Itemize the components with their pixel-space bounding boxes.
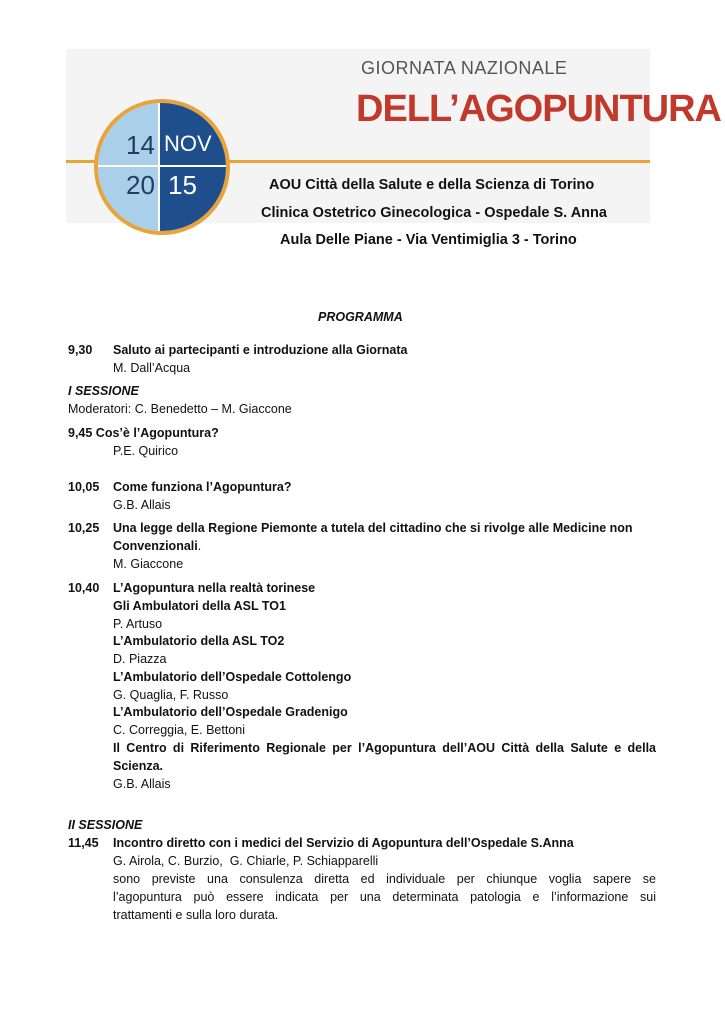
session-1-label: I SESSIONE	[68, 384, 139, 398]
item-1145-desc-line2: l’agopuntura può essere indicata per una determinata patologia e l’informazione sui	[113, 890, 656, 904]
venue-line-2: Clinica Ostetrico Ginecologica - Ospedale S. Anna	[261, 205, 607, 221]
time-1005: 10,05	[68, 480, 100, 494]
date-year-part1: 20	[126, 170, 155, 200]
centro-riferimento-line2: Scienza.	[113, 759, 164, 773]
date-badge-left	[98, 103, 158, 231]
session-2-label: II SESSIONE	[68, 818, 143, 832]
item-1145-desc-line1: sono previste una consulenza diretta ed individuale per chiunque voglia sapere se	[113, 872, 656, 886]
centro-riferimento-speaker: G.B. Allais	[113, 777, 171, 791]
item-1040-title: L’Agopuntura nella realtà torinese	[113, 581, 316, 595]
item-930-title: Saluto ai partecipanti e introduzione alla Giornata	[113, 343, 408, 357]
item-1025-title-line1: Una legge della Regione Piemonte a tutela del cittadino che si rivolge alle Medicine non	[113, 521, 633, 535]
item-930-speaker: M. Dall’Acqua	[113, 361, 191, 375]
ambulatorio-cottolengo: L’Ambulatorio dell’Ospedale Cottolengo	[113, 670, 352, 684]
item-1145-speakers: G. Airola, C. Burzio, G. Chiarle, P. Schiapparelli	[113, 854, 379, 868]
time-930: 9,30	[68, 343, 93, 357]
item-945-title: 9,45 Cos’è l’Agopuntura?	[68, 426, 219, 440]
item-1145-desc-line3: trattamenti e sulla loro durata.	[113, 908, 279, 922]
ambulatorio-asl-to2-speaker: D. Piazza	[113, 652, 167, 666]
time-1145: 11,45	[68, 836, 99, 850]
ambulatorio-asl-to1-speaker: P. Artuso	[113, 617, 163, 631]
ambulatorio-cottolengo-speakers: G. Quaglia, F. Russo	[113, 688, 229, 702]
date-year-part2: 15	[168, 170, 197, 200]
ambulatorio-asl-to2: L’Ambulatorio della ASL TO2	[113, 634, 285, 648]
item-1025-speaker: M. Giaccone	[113, 557, 184, 571]
item-1025-title-period: .	[197, 539, 202, 553]
time-1025: 10,25	[68, 521, 100, 535]
venue-line-3: Aula Delle Piane - Via Ventimiglia 3 - Torino	[280, 232, 577, 248]
item-1025-title-line2	[113, 538, 201, 555]
ambulatorio-gradenigo: L’Ambulatorio dell’Ospedale Gradenigo	[113, 705, 348, 719]
date-month: NOV	[164, 131, 212, 156]
header-title: DELL’AGOPUNTURA	[356, 88, 721, 130]
date-day: 14	[126, 130, 155, 160]
item-1025-title-line2-text: Convenzionali	[113, 539, 198, 553]
item-945-speaker: P.E. Quirico	[113, 444, 179, 458]
item-1005-speaker: G.B. Allais	[113, 498, 171, 512]
date-badge-divider	[98, 165, 226, 167]
item-1005-title: Come funziona l’Agopuntura?	[113, 480, 292, 494]
item-1145-title: Incontro diretto con i medici del Servizio di Agopuntura dell’Ospedale S.Anna	[113, 836, 574, 850]
programma-title: PROGRAMMA	[318, 310, 403, 324]
ambulatorio-gradenigo-speakers: C. Correggia, E. Bettoni	[113, 723, 246, 737]
moderators: Moderatori: C. Benedetto – M. Giaccone	[68, 402, 292, 416]
time-1040: 10,40	[68, 581, 100, 595]
venue-line-1: AOU Città della Salute e della Scienza di Torino	[269, 177, 595, 193]
date-badge-right	[160, 103, 226, 231]
centro-riferimento-line1: Il Centro di Riferimento Regionale per l’Agopuntura dell’AOU Città della Salute e della	[113, 741, 656, 755]
header-subtitle: GIORNATA NAZIONALE	[361, 58, 568, 78]
date-badge	[94, 99, 230, 235]
ambulatorio-asl-to1: Gli Ambulatori della ASL TO1	[113, 599, 286, 613]
